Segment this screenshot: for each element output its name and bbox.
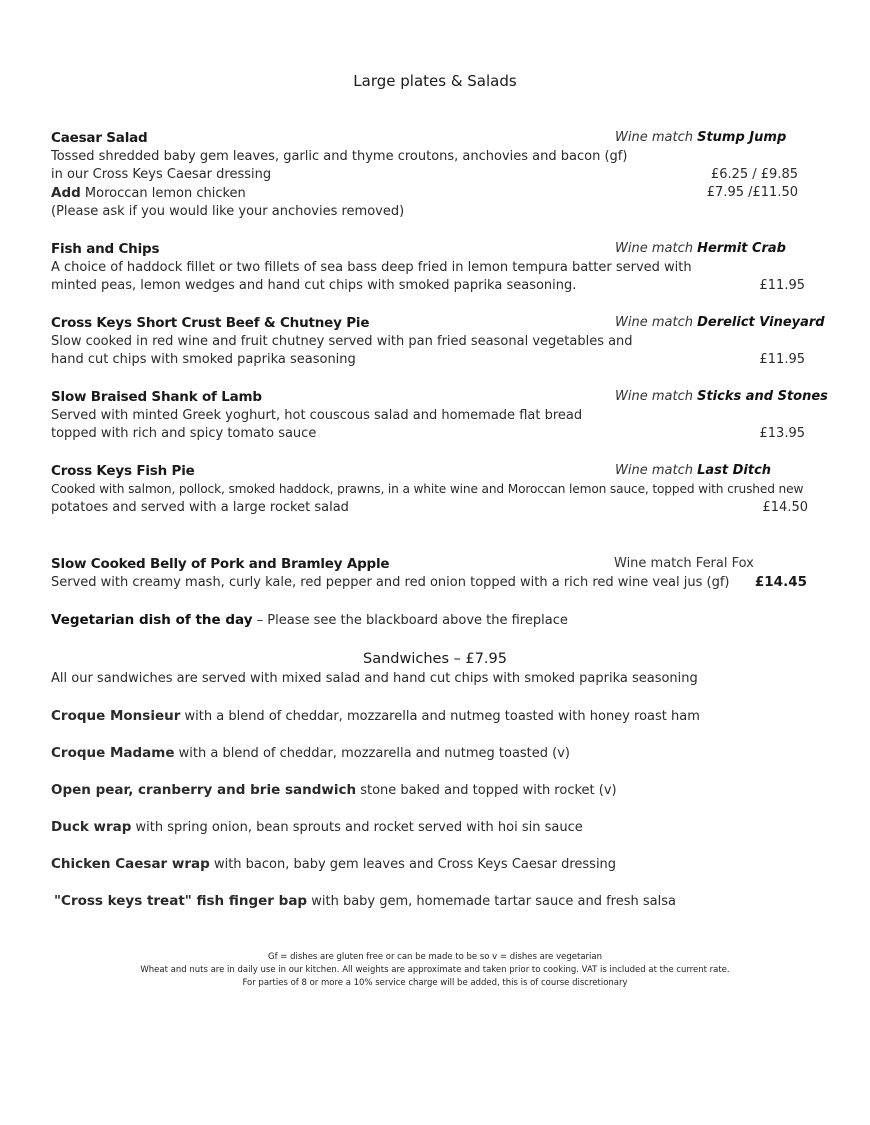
sandwich-name: Duck wrap bbox=[51, 819, 132, 835]
vegetarian-name: Vegetarian dish of the day bbox=[51, 612, 253, 628]
dish-name: Caesar Salad bbox=[51, 130, 148, 146]
dish-price: £6.25 / £9.85 bbox=[710, 167, 798, 182]
sandwich-item bbox=[51, 856, 616, 872]
dish-name: Fish and Chips bbox=[51, 241, 160, 257]
sandwich-item bbox=[51, 708, 700, 724]
dish-note: (Please ask if you would like your anchovies removed) bbox=[51, 204, 405, 219]
wine-match bbox=[615, 315, 825, 330]
dish-description: Tossed shredded baby gem leaves, garlic and thyme croutons, anchovies and bacon (gf) bbox=[51, 149, 628, 164]
vegetarian-text: – Please see the blackboard above the fireplace bbox=[252, 613, 568, 628]
wine-name: Last Ditch bbox=[697, 463, 772, 478]
sandwich-name: "Cross keys treat" fish finger bap bbox=[54, 893, 308, 909]
dish-name: Cross Keys Fish Pie bbox=[51, 463, 195, 479]
dish-description: A choice of haddock fillet or two fillets of sea bass deep fried in lemon tempura batter served with bbox=[51, 260, 692, 275]
dish-description: topped with rich and spicy tomato sauce bbox=[51, 426, 317, 441]
vegetarian-dish bbox=[51, 612, 568, 628]
dish-price: £14.50 bbox=[762, 500, 808, 515]
dish-description: potatoes and served with a large rocket salad bbox=[51, 500, 349, 515]
wine-name: Sticks and Stones bbox=[697, 389, 828, 404]
addon-text: Moroccan lemon chicken bbox=[84, 186, 246, 201]
sandwich-text: with a blend of cheddar, mozzarella and nutmeg toasted (v) bbox=[174, 746, 570, 761]
dish-description: minted peas, lemon wedges and hand cut chips with smoked paprika seasoning. bbox=[51, 278, 577, 293]
sandwich-name: Chicken Caesar wrap bbox=[51, 856, 210, 872]
page-title: Large plates & Salads bbox=[353, 72, 517, 90]
sandwiches-title: Sandwiches – £7.95 bbox=[363, 651, 507, 667]
wine-match-label: Wine match bbox=[615, 463, 693, 478]
wine-name: Stump Jump bbox=[697, 130, 787, 145]
footer-line: For parties of 8 or more a 10% service charge will be added, this is of course discretionary bbox=[242, 978, 628, 988]
dish-price: £11.95 bbox=[759, 278, 805, 293]
dish-price: £13.95 bbox=[759, 426, 805, 441]
dish-description: Cooked with salmon, pollock, smoked haddock, prawns, in a white wine and Moroccan lemon sauce, topped with crushed new bbox=[51, 482, 804, 496]
dish-description: Slow cooked in red wine and fruit chutney served with pan fried seasonal vegetables and bbox=[51, 334, 633, 349]
wine-match-label: Wine match bbox=[615, 389, 693, 404]
sandwich-text: with bacon, baby gem leaves and Cross Keys Caesar dressing bbox=[209, 857, 617, 872]
dish-name: Cross Keys Short Crust Beef & Chutney Pie bbox=[51, 315, 370, 331]
wine-match bbox=[615, 241, 786, 256]
dish-name: Slow Braised Shank of Lamb bbox=[51, 389, 262, 405]
sandwich-text: stone baked and topped with rocket (v) bbox=[356, 783, 617, 798]
wine-match bbox=[615, 463, 771, 478]
sandwich-name: Croque Monsieur bbox=[51, 708, 181, 724]
sandwich-item bbox=[54, 893, 676, 909]
addon-label: Add bbox=[51, 185, 81, 201]
wine-match: Wine match Feral Fox bbox=[614, 556, 754, 571]
wine-match-label: Wine match bbox=[615, 241, 693, 256]
wine-match bbox=[615, 130, 786, 145]
dish-addon bbox=[51, 185, 246, 201]
wine-match-label: Wine match bbox=[615, 130, 693, 145]
dish-description: hand cut chips with smoked paprika seasoning bbox=[51, 352, 356, 367]
sandwich-text: with a blend of cheddar, mozzarella and nutmeg toasted with honey roast ham bbox=[180, 709, 700, 724]
dish-price: £14.45 bbox=[754, 574, 807, 590]
sandwich-item bbox=[51, 745, 570, 761]
sandwich-name: Open pear, cranberry and brie sandwich bbox=[51, 782, 357, 798]
dish-description: in our Cross Keys Caesar dressing bbox=[51, 167, 272, 182]
sandwiches-intro: All our sandwiches are served with mixed salad and hand cut chips with smoked paprika seasoning bbox=[51, 671, 698, 686]
dish-description: Served with creamy mash, curly kale, red pepper and red onion topped with a rich red wine veal jus (gf) bbox=[51, 575, 730, 590]
wine-name: Hermit Crab bbox=[697, 241, 786, 256]
sandwich-text: with baby gem, homemade tartar sauce and fresh salsa bbox=[307, 894, 676, 909]
footer-line: Wheat and nuts are in daily use in our kitchen. All weights are approximate and taken prior to cooking. VAT is included at the current rate. bbox=[140, 965, 730, 975]
wine-match-label: Wine match bbox=[615, 315, 693, 330]
dish-name: Slow Cooked Belly of Pork and Bramley Apple bbox=[51, 556, 390, 572]
wine-name: Derelict Vineyard bbox=[697, 315, 825, 330]
dish-description: Served with minted Greek yoghurt, hot couscous salad and homemade flat bread bbox=[51, 408, 583, 423]
sandwich-text: with spring onion, bean sprouts and rocket served with hoi sin sauce bbox=[131, 820, 583, 835]
sandwich-item bbox=[51, 782, 617, 798]
addon-price: £7.95 /£11.50 bbox=[706, 185, 798, 200]
wine-match bbox=[615, 389, 828, 404]
sandwich-name: Croque Madame bbox=[51, 745, 175, 761]
footer-line: Gf = dishes are gluten free or can be made to be so v = dishes are vegetarian bbox=[268, 952, 602, 962]
dish-price: £11.95 bbox=[759, 352, 805, 367]
sandwich-item bbox=[51, 819, 583, 835]
